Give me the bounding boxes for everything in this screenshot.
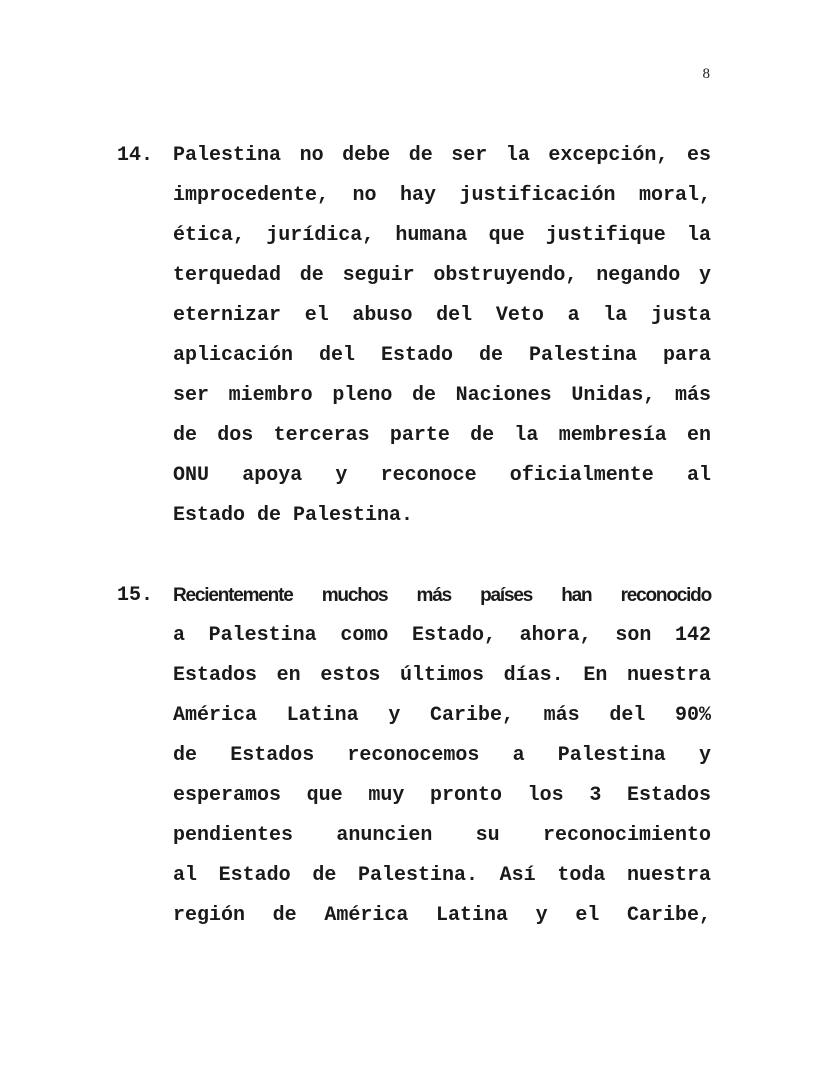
- text-line: improcedente, no hay justificación moral,: [173, 184, 711, 207]
- text-line: pendientes anuncien su reconocimiento: [173, 824, 711, 847]
- text-line: América Latina y Caribe, más del 90%: [173, 704, 711, 727]
- text-line: de dos terceras parte de la membresía en: [173, 424, 711, 447]
- text-line: aplicación del Estado de Palestina para: [173, 344, 711, 367]
- text-line: al Estado de Palestina. Así toda nuestra: [173, 864, 711, 887]
- text-line: ética, jurídica, humana que justifique la: [173, 224, 711, 247]
- text-line: terquedad de seguir obstruyendo, negando y: [173, 264, 711, 287]
- text-line: región de América Latina y el Caribe,: [173, 904, 711, 927]
- text-line: eternizar el abuso del Veto a la justa: [173, 304, 711, 327]
- text-line: Palestina no debe de ser la excepción, es: [173, 144, 711, 167]
- text-line: ser miembro pleno de Naciones Unidas, más: [173, 384, 711, 407]
- text-line: Estado de Palestina.: [173, 504, 414, 527]
- item-number: 15.: [117, 584, 154, 607]
- text-line: de Estados reconocemos a Palestina y: [173, 744, 711, 767]
- item-number: 14.: [117, 144, 154, 167]
- text-line: a Palestina como Estado, ahora, son 142: [173, 624, 711, 647]
- text-line: Recientemente muchos más países han reconocido: [173, 585, 711, 606]
- text-line: Estados en estos últimos días. En nuestra: [173, 664, 711, 687]
- page-number: 8: [702, 66, 710, 82]
- text-line: esperamos que muy pronto los 3 Estados: [173, 784, 711, 807]
- text-line: ONU apoya y reconoce oficialmente al: [173, 464, 711, 487]
